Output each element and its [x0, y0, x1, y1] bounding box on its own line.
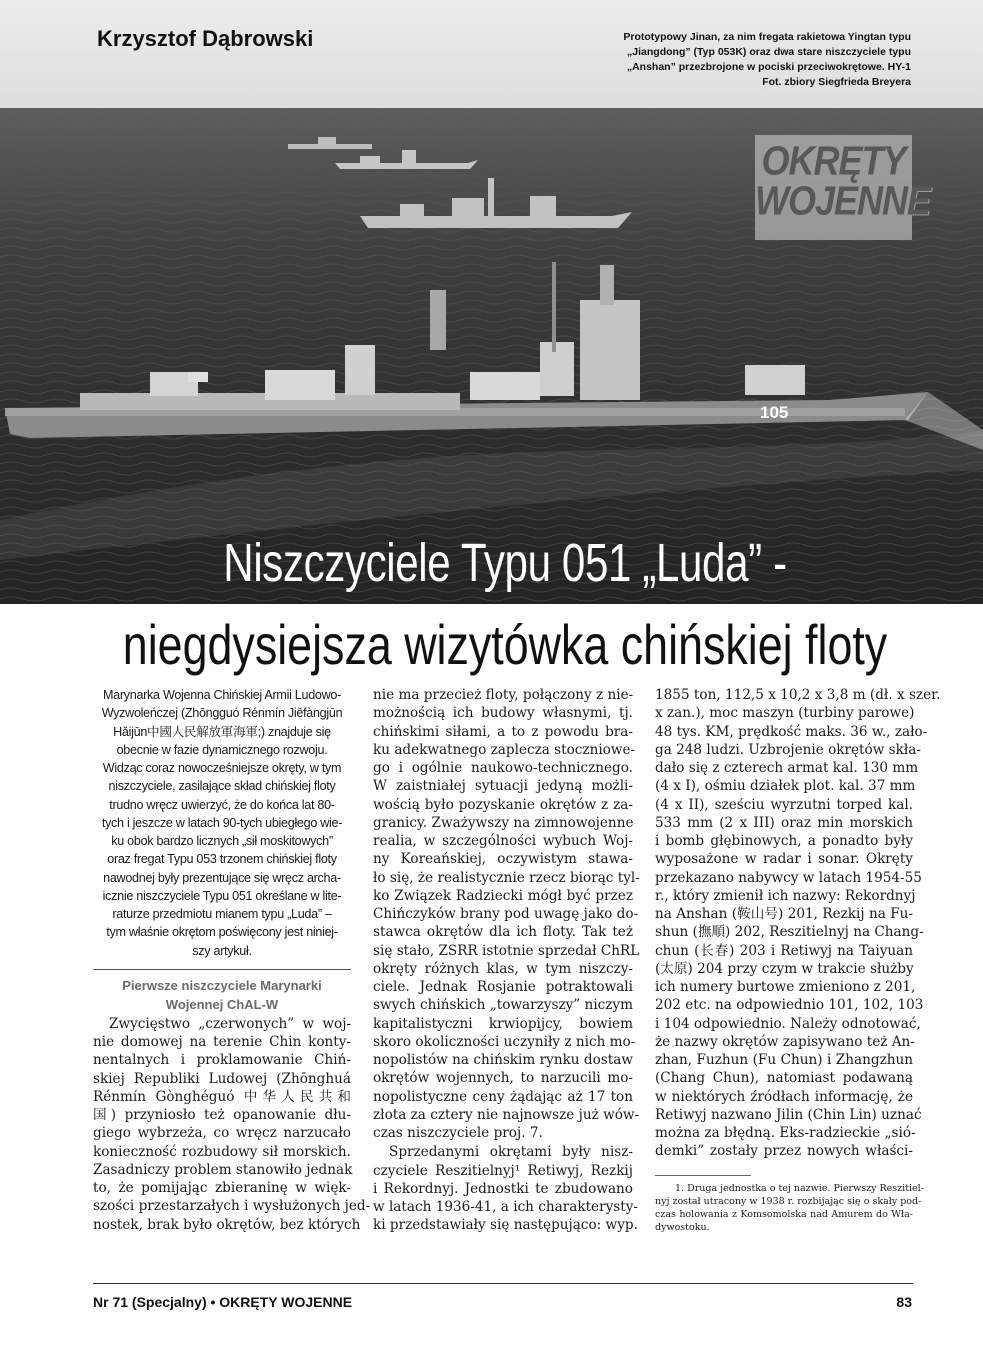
lead-line: tym właśnie okrętom poświęcony jest niniej-: [106, 925, 338, 940]
text-line: realia, w szczególności wybuch Woj-: [373, 833, 633, 849]
text-line: swych chińskich „towarzyszy” niczym: [373, 997, 634, 1014]
lead-line: raturze przedmiotu mianem typu „Luda” –: [112, 907, 332, 921]
text-line: 48 tys. KM, prędkość maks. 36 w., zało-: [655, 723, 928, 740]
cover-photo: [0, 0, 983, 604]
text-line: wością było pozyskanie okrętów z za-: [373, 796, 633, 813]
caption-line: „Jiangdong” (Typ 053K) oraz dwa stare niszczyciele typu: [627, 46, 911, 58]
text-line: czas niszczyciele proj. 7.: [373, 1125, 543, 1141]
footer-rule: [93, 1283, 913, 1284]
text-line: możnością ich budowy własnymi, tj.: [373, 705, 633, 722]
text-line: dało się z czterech armat kal. 130 mm: [655, 760, 919, 776]
footnote-line: 1. Druga jednostka o tej nazwie. Pierwszy Reszitiel-: [675, 1182, 924, 1194]
text-line: stawca okrętów dla ich floty. Tak też: [373, 924, 633, 941]
author: Krzysztof Dąbrowski: [97, 26, 314, 51]
text-line: chińskimi siłami, a to z powodu bra-: [373, 723, 633, 740]
caption-line: Prototypowy Jinan, za nim fregata rakietowa Yingtan typu: [623, 31, 911, 43]
lead-line: Hǎijūn中國人民解放軍海軍;) znajduje się: [113, 724, 331, 739]
text-line: w latach 1936-41, a ich charakterysty-: [373, 1199, 638, 1215]
text-line: ny Koreańskiej, oczywistym stawa-: [373, 851, 633, 868]
text-line: 202 etc. na odpowiednio 101, 102, 103: [655, 997, 924, 1014]
text-line: Zasadniczy problem stanowiło jednak: [93, 1161, 353, 1178]
text-line: i 104 odpowiednio. Należy odnotować,: [655, 1015, 921, 1032]
text-line: w niektórych źródłach informację, że: [655, 1088, 913, 1105]
text-line: demki” zostały przez nowych właści-: [655, 1143, 913, 1160]
text-line: shun (撫順) 202, Reszitielnyj na Chang-: [655, 924, 924, 941]
logo-line: WOJENNE: [755, 177, 931, 224]
text-column-3: [655, 686, 941, 1234]
lead-line: icznie niszczyciele Typu 051 określane w lite-: [102, 888, 342, 903]
lead-line: Marynarka Wojenna Chińskiej Armii Ludowo-: [102, 688, 342, 702]
text-line: Zwycięstwo „czerwonych” w woj-: [109, 1015, 351, 1032]
caption-credit: Fot. zbiory Siegfrieda Breyera: [762, 76, 911, 88]
lead-line: szy artykuł.: [192, 943, 252, 958]
text-line: i bomb głębinowych, a ponadto były: [655, 833, 913, 849]
body-paragraph: [655, 686, 941, 1161]
text-line: x zan.), moc maszyn (turbiny parowe): [655, 705, 915, 722]
text-line: okręty różnych klas, w tym niszczy-: [373, 960, 633, 977]
lead-paragraph: [93, 686, 351, 960]
text-line: nentalnych i proklamowanie Chiń-: [93, 1052, 351, 1069]
footnote-line: nyj został utracony w 1938 r. rozbijając się o skały pod-: [655, 1195, 922, 1207]
text-line: się stało, ZSRR istotnie sprzedał ChRL: [373, 942, 640, 959]
text-line: i Rekordnyj. Jednostki te zbudowano: [373, 1180, 633, 1197]
text-line: W zaistniałej sytuacji jedyną możli-: [373, 778, 633, 795]
text-line: nopolistów na chińskim rynku dostaw: [373, 1052, 633, 1068]
lead-line: trudno wręcz uwierzyć, że do końca lat 80-: [109, 797, 335, 812]
text-line: okrętów wojennych, to narzucili mo-: [373, 1070, 633, 1087]
text-line: go i ogólnie naukowo-technicznego.: [373, 760, 633, 776]
text-line: konieczność rozbudowy sił morskich.: [93, 1143, 351, 1160]
text-line: Rénmín Gònghéguó 中华人民共和: [93, 1088, 351, 1105]
text-line: (太原) 204 przy czym w trakcie służby: [655, 960, 914, 977]
okrety-wojenne-logo: [755, 135, 931, 240]
text-line: nopolistyczne ceny żądając aż 17 ton: [373, 1088, 633, 1105]
text-line: skoro okoliczności uczyniły z nich mo-: [373, 1033, 636, 1050]
hull-number: 105: [760, 403, 789, 422]
text-line: ciele. Jednak Rosjanie potraktowali: [373, 979, 633, 995]
text-line: można za błędną. Eks-radzieckie „sió-: [655, 1125, 916, 1141]
text-line: nie ma przecież floty, połączony z nie-: [373, 687, 634, 703]
lead-line: Wyzwoleńczej (Zhōngguó Rénmín Jiěfàngjūn: [101, 706, 343, 721]
logo-line: OKRĘTY: [761, 137, 906, 184]
lead-line: niszczyciele, zasilające skład chińskiej floty: [108, 779, 336, 794]
text-line: szości przestarzałych i wysłużonych jed-: [93, 1198, 371, 1215]
text-column-2: [373, 686, 640, 1235]
text-line: ku adekwatnego zaplecza stoczniowe-: [373, 741, 636, 758]
warships-photo: [0, 0, 983, 604]
text-line: czyciele Reszitielnyj¹ Retiwyj, Rezkij: [373, 1162, 633, 1179]
text-line: Retiwyj nazwano Jilin (Chin Lin) uznać: [655, 1106, 922, 1123]
text-line: ki przedstawiały się następująco: wyp.: [373, 1217, 638, 1234]
text-line: (4 x I), ośmiu działek plot. kal. 37 mm: [655, 778, 916, 795]
text-line: zhan, Fuzhun (Fu Chun) i Zhangzhun: [655, 1052, 913, 1068]
text-line: 1855 ton, 112,5 x 10,2 x 3,8 m (dł. x szer.: [655, 687, 941, 703]
text-line: wyposażone w radar i sonar. Okręty: [655, 851, 913, 868]
lead-line: nawodnej były prezentujące się wręcz archa-: [103, 870, 341, 885]
section-heading-line: Wojennej ChAL-W: [165, 996, 279, 1012]
footnote-line: dywostoku.: [655, 1221, 710, 1233]
photo-caption: [491, 30, 911, 90]
text-line: złota za cztery nie najnowsze już wów-: [373, 1106, 640, 1123]
body-paragraph: [373, 1143, 638, 1234]
text-line: na Anshan (鞍山号) 201, Rezkij na Fu-: [655, 906, 913, 922]
footnote: [655, 1182, 924, 1234]
caption-line: „Anshan” przezbrojone w pociski przeciwokrętowe. HY-1: [626, 61, 911, 73]
text-line: ko Związek Radziecki mógł być przez: [373, 887, 633, 904]
text-line: ich numery burtowe zmieniono z 201,: [655, 979, 916, 995]
text-line: 国) przyniosło też opanowanie dłu-: [93, 1107, 351, 1123]
footnote-line: czas holowania z Komsomolska nad Amurem do Wła-: [655, 1208, 913, 1220]
text-line: r., który zmienił ich nazwy: Rekordnyj: [655, 887, 916, 904]
lead-line: Widząc coraz nowocześniejsze okręty, w tym: [102, 761, 342, 775]
article-title-line1: Niszczyciele Typu 051 „Luda” -: [223, 533, 787, 593]
text-line: (Chang Chun), natomiast podawaną: [655, 1070, 913, 1087]
article-title-line2: niegdysiejsza wizytówka chińskiej floty: [122, 613, 888, 676]
text-line: (4 x II), sześciu wyrzutni torped kal.: [655, 796, 913, 813]
text-line: 533 mm (2 x III) oraz min morskich: [655, 814, 913, 831]
body-paragraph: [93, 1015, 371, 1234]
section-heading: [93, 976, 351, 1014]
body-paragraph: [373, 686, 640, 1142]
lead-line: tych i jeszcze w latach 90-tych ubiegłego wie-: [101, 815, 343, 830]
text-line: kapitalistyczni krwiopijcy, bowiem: [373, 1015, 633, 1032]
lead-separator: [93, 969, 351, 970]
text-line: chun (长春) 203 i Retiwyj na Taiyuan: [655, 942, 913, 959]
text-line: granicy. Zważywszy na zimnowojenne: [373, 814, 634, 831]
footnote-rule: [655, 1175, 751, 1176]
section-heading-line: Pierwsze niszczyciele Marynarki: [122, 977, 322, 993]
footer-issue: Nr 71 (Specjalny) • OKRĘTY WOJENNE: [93, 1294, 353, 1310]
lead-line: obecnie w fazie dynamicznego rozwoju.: [116, 742, 328, 757]
text-line: przekazano nabywcy w latach 1954-55: [655, 869, 922, 886]
text-line: to, że pomijając zbieraninę w więk-: [93, 1180, 351, 1196]
text-line: giego wybrzeża, co wręcz narzucało: [93, 1125, 351, 1142]
lead-line: ku obok bardzo licznych „sił moskitowych”: [111, 834, 333, 848]
text-line: że nazwy okrętów zapisywano też An-: [655, 1033, 915, 1050]
text-line: Sprzedanymi okrętami były nisz-: [389, 1144, 633, 1161]
text-line: nie domowej na terenie Chin konty-: [93, 1034, 351, 1050]
lead-line: oraz fregat Typu 053 trzonem chińskiej floty: [107, 852, 337, 867]
text-line: ga 248 ludzi. Uzbrojenie okrętów skła-: [655, 741, 921, 758]
text-line: skiej Republiki Ludowej (Zhōnghuá: [93, 1070, 351, 1087]
page-number: 83: [896, 1294, 912, 1310]
text-column-1: [93, 686, 371, 1234]
text-line: ło się, że realistycznie rzecz biorąc tyl-: [373, 869, 640, 886]
text-line: nostek, brak było okrętów, bez których: [93, 1216, 361, 1233]
text-line: Chińczyków brany pod uwagę jako do-: [373, 906, 639, 922]
